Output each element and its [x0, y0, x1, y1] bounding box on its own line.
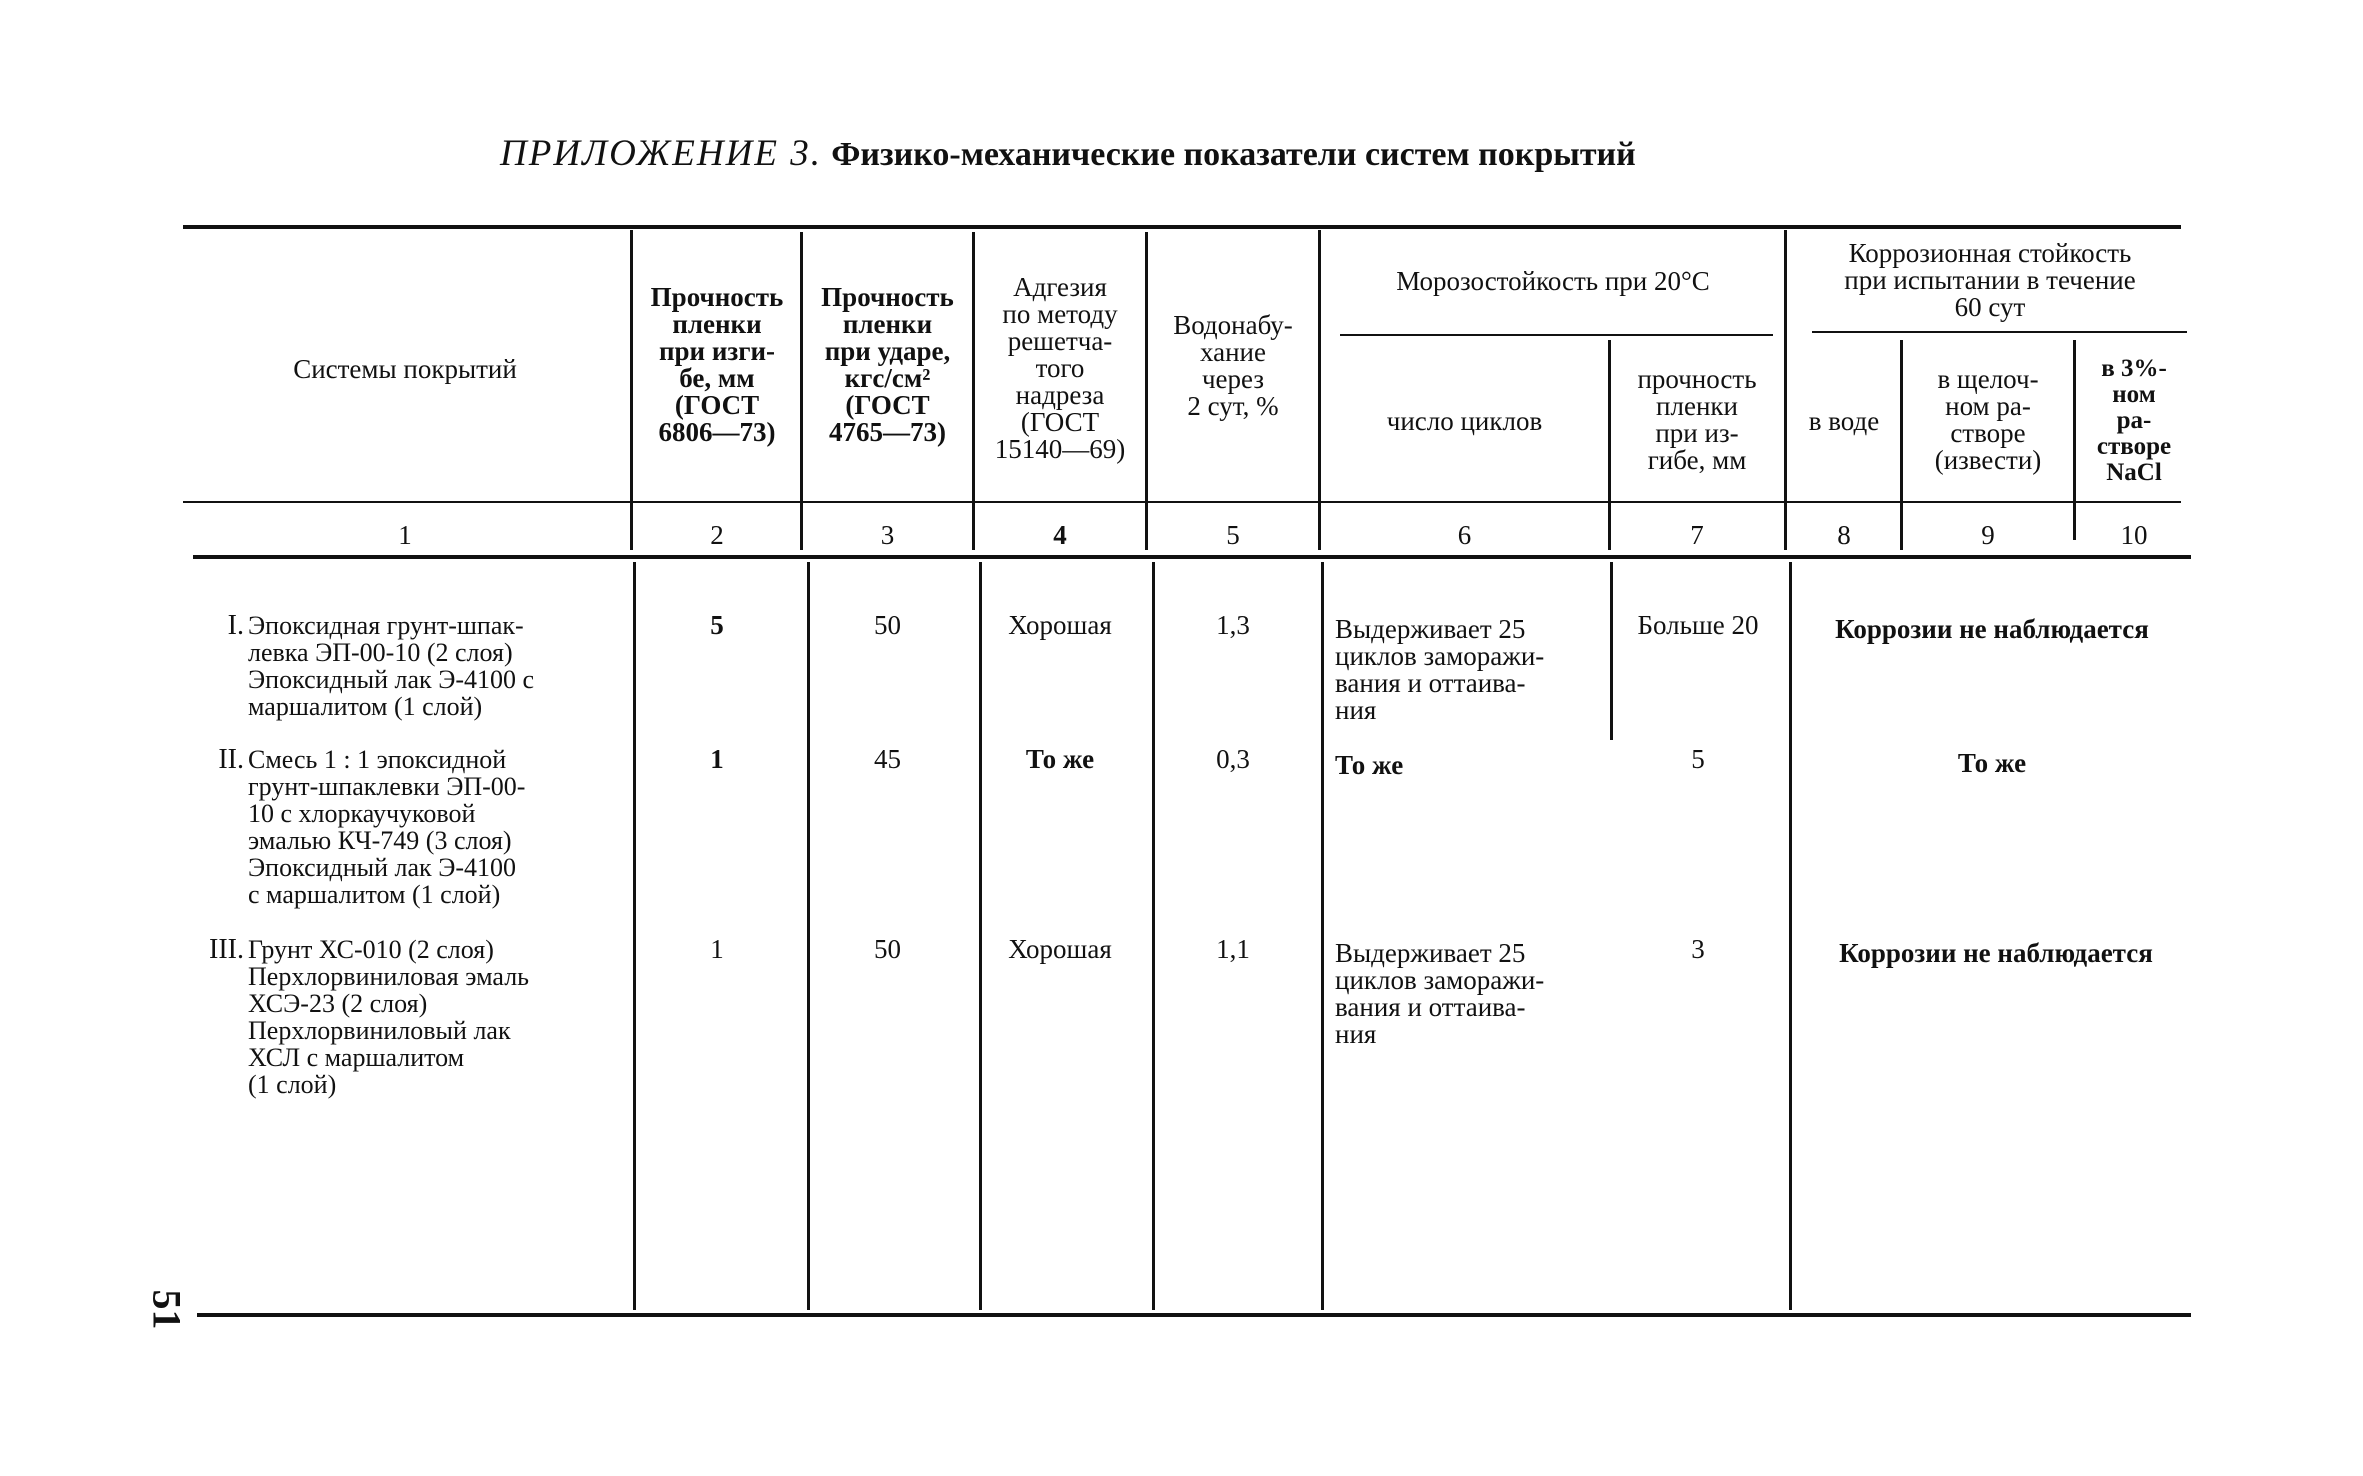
corrosion-result: То же [1957, 748, 2027, 778]
header-vline [1900, 340, 1903, 550]
title-prefix: ПРИЛОЖЕНИЕ 3. [500, 133, 822, 174]
header-frost-group: Морозостойкость при 20°С [1396, 266, 1710, 296]
column-number: 7 [1690, 520, 1704, 550]
column-number: 9 [1981, 520, 1995, 550]
row-number: I. [227, 610, 244, 641]
header-col10: в 3%- ном ра- створе NaCl [2096, 355, 2172, 486]
header-vline [800, 232, 803, 550]
bend-after-frost: 3 [1691, 934, 1705, 964]
column-number: 5 [1226, 520, 1240, 550]
corrosion-group-rule [1812, 331, 2187, 333]
header-corrosion-group: Коррозионная стойкость при испытании в течение 60 сут [1844, 238, 2136, 322]
header-col1: Системы покрытий [293, 354, 517, 384]
page-title [500, 132, 1636, 175]
table-bottom-rule [197, 1313, 2191, 1317]
header-vline [630, 230, 633, 550]
header-bottom-rule [183, 501, 2181, 503]
body-vline [1610, 562, 1613, 740]
adhesion: Хорошая [1008, 610, 1112, 640]
bend-after-frost: 5 [1691, 744, 1705, 774]
column-number: 4 [1053, 520, 1067, 550]
table-top-rule [183, 225, 2181, 229]
bend-strength: 1 [710, 744, 724, 774]
adhesion: То же [1025, 744, 1095, 774]
impact-strength: 50 [874, 610, 901, 640]
header-col3: Прочность пленки при ударе, кгс/см² (ГОСТ 4765—73) [821, 282, 954, 447]
page-number: 51 [144, 1289, 190, 1330]
impact-strength: 50 [874, 934, 901, 964]
header-vline [2073, 340, 2076, 540]
column-number: 1 [398, 520, 412, 550]
water-absorption: 1,3 [1216, 610, 1250, 640]
header-vline [1318, 230, 1321, 550]
column-number: 2 [710, 520, 724, 550]
column-number: 6 [1457, 520, 1472, 550]
header-vline [972, 232, 975, 550]
header-vline [1784, 230, 1787, 550]
body-vline [1789, 562, 1792, 1310]
corrosion-result: Коррозии не наблюдается [1835, 614, 2149, 644]
frost-cycles: Выдерживает 25 циклов заморажи- вания и оттаива- ния [1335, 938, 1545, 1049]
header-col4: Адгезия по методу решетча- того надреза (ГОСТ 15140—69) [994, 272, 1126, 464]
bend-after-frost: Больше 20 [1637, 610, 1759, 640]
frost-cycles: То же [1335, 750, 1404, 780]
impact-strength: 45 [874, 744, 901, 774]
bend-strength: 1 [710, 934, 724, 964]
coating-system: Эпоксидная грунт-шпак- левка ЭП-00-10 (2 слоя) Эпоксидный лак Э-4100 с маршалитом (1 слой) [248, 611, 535, 721]
header-col2: Прочность пленки при изги- бе, мм (ГОСТ 6806—73) [650, 282, 784, 447]
row-number: III. [209, 934, 244, 965]
number-row-rule [193, 555, 2191, 559]
header-col7: прочность пленки при из- гибе, мм [1637, 364, 1757, 475]
header-col8: в воде [1808, 406, 1880, 436]
water-absorption: 0,3 [1216, 744, 1250, 774]
water-absorption: 1,1 [1216, 934, 1250, 964]
adhesion: Хорошая [1008, 934, 1112, 964]
header-col6: число циклов [1386, 406, 1543, 436]
column-number: 10 [2120, 520, 2148, 550]
column-number: 3 [880, 520, 895, 550]
bend-strength: 5 [710, 610, 724, 640]
header-col9: в щелоч- ном ра- створе (извести) [1934, 364, 2042, 475]
header-col5: Водонабу- хание через 2 сут, % [1173, 310, 1293, 421]
row-number: II. [218, 744, 244, 775]
corrosion-result: Коррозии не наблюдается [1839, 938, 2153, 968]
coating-system: Смесь 1 : 1 эпоксидной грунт-шпаклевки ЭП-00- 10 с хлоркаучуковой эмалью КЧ-749 (3 слоя) Эпоксидный лак Э-4100 с маршалитом (1 слой) [248, 745, 526, 909]
frost-cycles: Выдерживает 25 циклов заморажи- вания и оттаива- ния [1335, 614, 1545, 725]
frost-group-rule [1340, 334, 1773, 336]
title-text: Физико-механические показатели систем покрытий [831, 136, 1636, 173]
coating-system: Грунт ХС-010 (2 слоя) Перхлорвиниловая эмаль ХСЭ-23 (2 слоя) Перхлорвиниловый лак ХСЛ с маршалитом (1 слой) [248, 935, 530, 1099]
body-vline [1321, 562, 1324, 1310]
header-vline [1145, 232, 1148, 550]
column-number: 8 [1837, 520, 1851, 550]
header-vline [1608, 340, 1611, 550]
